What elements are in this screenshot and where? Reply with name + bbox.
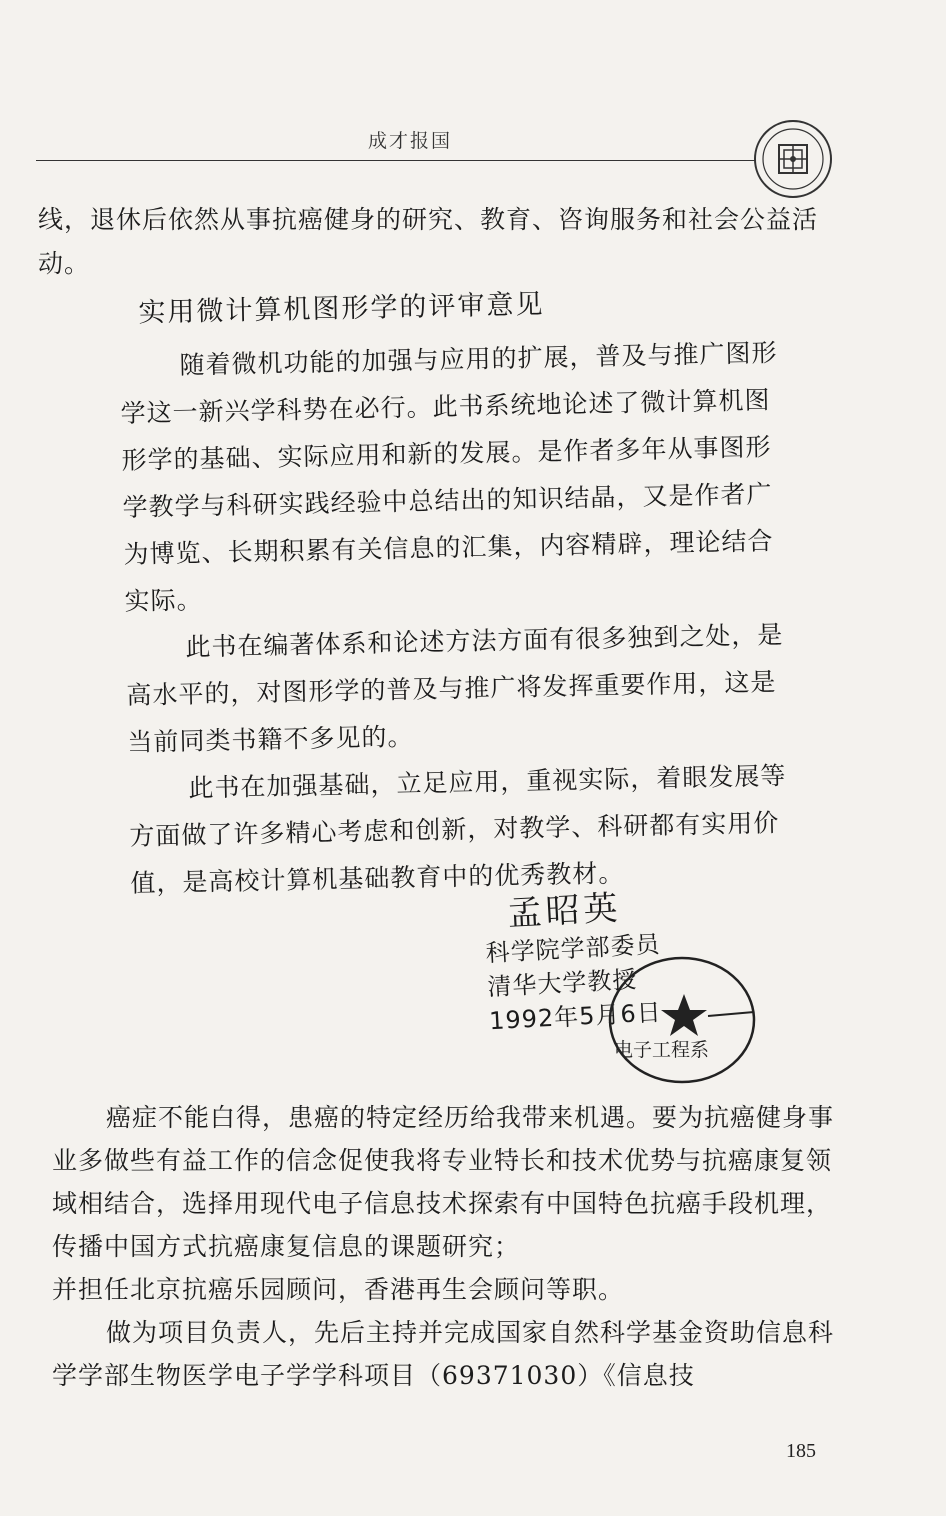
body-paragraph-3: 做为项目负责人，先后主持并完成国家自然科学基金资助信息科学学部生物医学电子学学科项目（69371030）《信息技: [52, 1318, 835, 1390]
handwritten-letter: [118, 276, 791, 907]
body-paragraph-2: 并担任北京抗癌乐园顾问，香港再生会顾问等职。: [52, 1275, 625, 1304]
running-title: 成才报国: [368, 130, 453, 152]
signature-title-1: 科学院学部委员: [484, 930, 662, 968]
signature-name: 孟昭英: [506, 888, 623, 935]
stamp-text: 电子工程系: [614, 1039, 710, 1061]
letter-paragraph-3: 此书在加强基础，立足应用，重视实际，着眼发展等方面做了许多精心考虑和创新，对教学、科研都有实用价值，是高校计算机基础教育中的优秀教材。: [129, 761, 787, 898]
page-number: 185: [786, 1440, 816, 1462]
intro-paragraph: 线，退休后依然从事抗癌健身的研究、教育、咨询服务和社会公益活动。: [38, 205, 819, 278]
signature-title-2: 清华大学教授: [486, 965, 639, 1002]
header-rule: [36, 160, 756, 161]
letter-paragraph-1: 随着微机功能的加强与应用的扩展，普及与推广图形学这一新兴学科势在必行。此书系统地论述了微计算机图形学的基础、实际应用和新的发展。是作者多年从事图形学教学与科研实践经验中总结出的知识结晶，又是作者广为博览、长期积累有关信息的汇集，内容精辟，理论结合实际。: [120, 338, 778, 616]
letter-title: 实用微计算机图形学的评审意见: [138, 289, 545, 329]
letter-paragraph-2: 此书在编著体系和论述方法方面有很多独到之处，是高水平的，对图形学的普及与推广将发挥重要作用，这是当前同类书籍不多见的。: [126, 620, 784, 757]
signature-date: 1992年5月6日: [488, 998, 663, 1036]
red-star-stamp-icon: [604, 952, 758, 1086]
body-text: [52, 1096, 842, 1397]
body-paragraph-1: 癌症不能白得，患癌的特定经历给我带来机遇。要为抗癌健身事业多做些有益工作的信念促使我将专业特长和技术优势与抗癌康复领域相结合，选择用现代电子信息技术探索有中国特色抗癌手段机理，传播中国方式抗癌康复信息的课题研究；: [52, 1103, 835, 1261]
university-seal-icon: [752, 118, 834, 200]
